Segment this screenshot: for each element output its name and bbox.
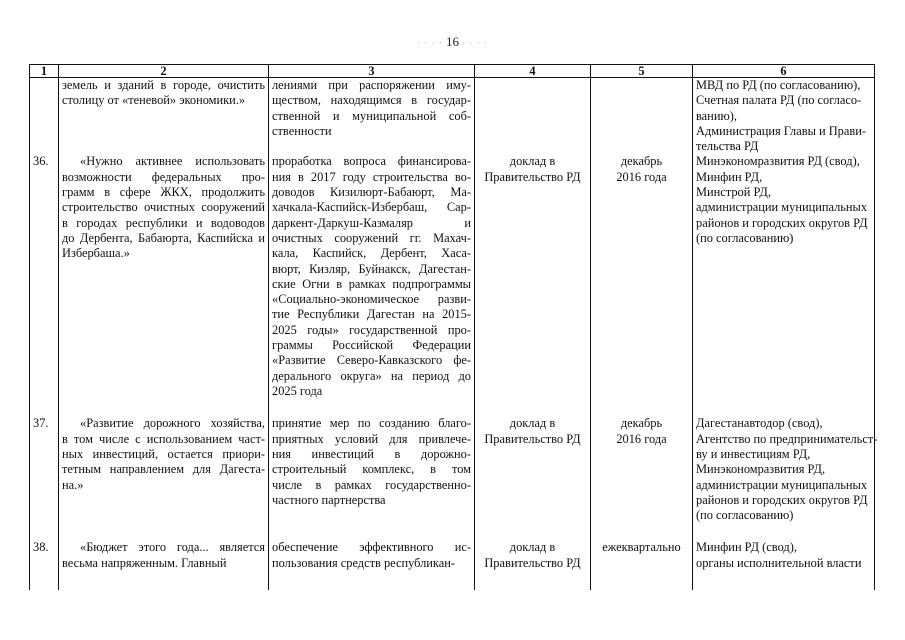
deadline-cell [591,416,693,540]
cell-line: ственности [272,123,332,138]
cell-line: «Бюджет этого года... является [80,540,265,555]
plan-table [29,64,878,590]
cell-line: районов и городских округов РД [696,215,868,230]
cell-line: Минстрой РД, [696,185,771,200]
cell-line: проработка вопроса финансирова- [272,154,471,169]
cell-line: «Развитие Северо-Кавказского фе- [272,353,471,368]
deadline-cell [591,154,693,416]
cell-line: приятных условий для привлече- [272,431,471,446]
cell-line: в городах республики и водоводов [62,215,265,230]
row-number [30,78,59,155]
cell-line: тельства РД [696,139,759,154]
column-header: 2 [59,65,269,78]
row-number: 38. [30,540,59,590]
cell-line: Минфин РД, [696,169,763,184]
column-header: 3 [269,65,475,78]
cell-line: грамм в сфере ЖКХ, продолжить [62,185,265,200]
cell-line: вюрт, Кизляр, Буйнакск, Дагестан- [272,261,471,276]
cell-line: Избербаша.» [62,246,130,261]
cell-line: «Социально-экономическое разви- [272,292,471,307]
table-row [30,154,875,416]
report-form-cell [475,416,591,540]
cell-line: «Нужно активнее использовать [80,154,265,169]
column-header: 5 [591,65,693,78]
cell-line: ния в 2017 году строительства во- [272,169,471,184]
deadline-cell [591,540,693,590]
cell-line: Правительство РД [484,431,581,446]
cell-line: дерального округа» на период до [272,368,471,383]
executors-cell [693,154,875,416]
cell-line: до Дербента, Бабаюрта, Каспийска и [62,230,265,245]
page-number: · · · · 16 · · · · [417,34,488,49]
measure-cell [269,540,475,590]
cell-line: 2016 года [616,169,667,184]
report-form-cell [475,540,591,590]
cell-line: Минфин РД (свод), [696,540,797,555]
executors-cell [693,78,875,155]
column-header: 4 [475,65,591,78]
cell-line: тетным направлением для Дагеста- [62,462,265,477]
cell-line: обеспечение эффективного ис- [272,540,471,555]
cell-line: даркент-Даркуш-Казмаляр и [272,215,471,230]
statement-cell [59,540,269,590]
cell-line: числе в рамках государственно- [272,477,471,492]
cell-line: 2016 года [616,431,667,446]
report-form-cell [475,154,591,416]
cell-line: принятие мер по созданию благо- [272,416,471,431]
cell-line: пользования средств республикан- [272,555,456,570]
measure-cell [269,78,475,155]
statement-cell [59,154,269,416]
cell-line: доклад в [509,416,556,431]
measure-cell [269,416,475,540]
cell-line: ния инвестиций в дорожно- [272,447,471,462]
cell-line: граммы Российской Федерации [272,338,471,353]
report-form-cell [475,78,591,155]
table-row [30,78,875,155]
cell-line: Правительство РД [484,169,581,184]
executors-cell [693,540,875,590]
cell-line: ществом, находящимся в государ- [272,93,471,108]
cell-line: лениями при распоряжении иму- [272,78,471,92]
table-row [30,540,875,590]
cell-line: возможности федеральных про- [62,169,265,184]
cell-line: Правительство РД [484,555,581,570]
cell-line: строительство очистных сооружений [62,200,265,215]
cell-line: районов и городских округов РД [696,492,868,507]
cell-line: доводов Кизилюрт-Бабаюрт, Ма- [272,185,471,200]
cell-line: доклад в [509,154,556,169]
cell-line: Минэкономразвития РД, [696,462,826,477]
executors-cell [693,416,878,540]
row-number: 36. [30,154,59,416]
cell-line: очистных сооружений гг. Махач- [272,230,471,245]
cell-line: строительный комплекс, в том [272,462,471,477]
cell-line: Администрация Главы и Прави- [696,123,866,138]
row-number: 37. [30,416,59,540]
cell-line: хачкала-Каспийск-Избербаш, Сар- [272,200,471,215]
cell-line: 2025 годы» государственной про- [272,322,471,337]
cell-line: ных инвестиций, остается приори- [62,447,265,462]
cell-line: земель и зданий в городе, очистить [62,78,265,92]
cell-line: весьма напряженным. Главный [62,555,227,570]
cell-line: тие Республики Дагестан на 2015- [272,307,471,322]
cell-line: Дагестанавтодор (свод), [696,416,823,431]
cell-line: администрации муниципальных [696,200,868,215]
cell-line: доклад в [509,540,556,555]
cell-line: (по согласованию) [696,508,794,523]
measure-cell [269,154,475,416]
cell-line: Минэкономразвития РД (свод), [696,154,860,169]
cell-line: на.» [62,477,84,492]
cell-line: органы исполнительной власти [696,555,862,570]
cell-line: частного партнерства [272,492,386,507]
cell-line: Агентство по предпринимательст- [696,431,878,446]
statement-cell [59,78,269,155]
cell-line: Счетная палата РД (по согласо- [696,93,862,108]
cell-line: столицу от «теневой» экономики.» [62,93,246,108]
cell-line: ежеквартально [602,540,681,555]
table-row [30,416,875,540]
column-header-row [30,65,875,78]
cell-line: (по согласованию) [696,230,794,245]
cell-line: МВД по РД (по согласованию), [696,78,861,92]
cell-line: в том числе с использованием част- [62,431,265,446]
cell-line: ву и инвестициям РД, [696,447,811,462]
cell-line: ственной и муниципальной соб- [272,108,471,123]
column-header: 1 [30,65,59,78]
statement-cell [59,416,269,540]
cell-line: декабрь [620,416,663,431]
cell-line: «Развитие дорожного хозяйства, [80,416,265,431]
cell-line: кала, Каспийск, Дербент, Хаса- [272,246,471,261]
column-header: 6 [693,65,875,78]
cell-line: декабрь [620,154,663,169]
cell-line: 2025 года [272,383,323,398]
cell-line: администрации муниципальных [696,477,868,492]
cell-line: ванию), [696,108,737,123]
cell-line: ские Огни в рамках подпрограммы [272,276,471,291]
deadline-cell [591,78,693,155]
